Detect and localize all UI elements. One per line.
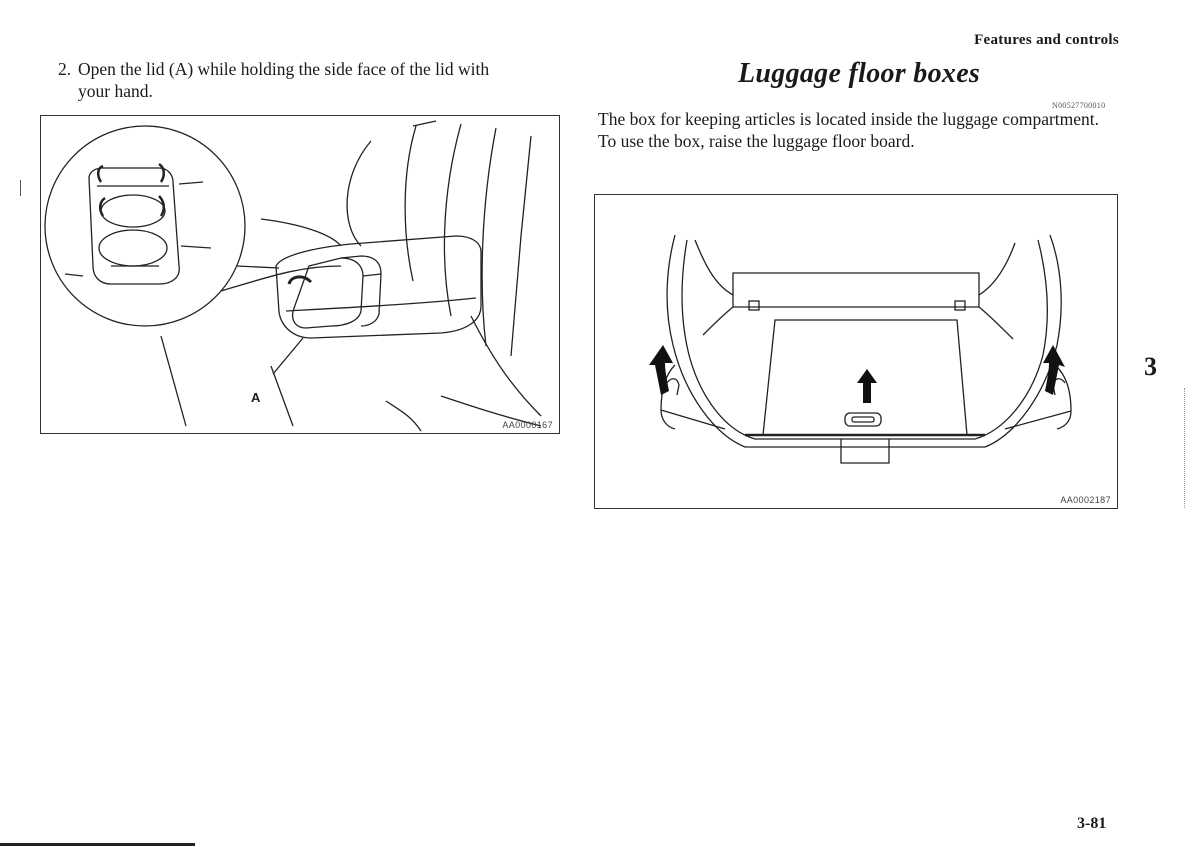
step-text-line-1: Open the lid (A) while holding the side face of the lid with [78,59,490,79]
margin-mark [20,180,21,196]
section-code: N00527700010 [1052,101,1106,110]
section-body [598,108,1126,152]
margin-dots [1184,388,1186,508]
body-paragraph-1: The box for keeping articles is located inside the luggage compartment. [598,109,1100,129]
running-header: Features and controls [974,32,1119,48]
luggage-floor-illustration [595,195,1117,508]
raise-arrow-center [857,369,877,403]
lid-callout-label: A [251,390,261,405]
step-number: 2. [58,59,72,79]
figure-code: AA0000167 [502,420,553,430]
bottom-rule [0,843,195,846]
page-number: 3-81 [1077,815,1107,832]
chapter-tab: 3 [1144,352,1157,381]
armrest-illustration [41,116,559,433]
body-paragraph-2: To use the box, raise the luggage floor board. [598,131,915,151]
raise-arrow-left [649,345,673,395]
luggage-floor-figure [594,194,1118,509]
section-title: Luggage floor boxes [738,58,981,89]
figure-code: AA0002187 [1060,495,1111,505]
armrest-lid-figure [40,115,560,434]
step-2-instruction [58,58,568,102]
step-text-line-2: your hand. [78,81,153,101]
raise-arrow-right [1043,345,1065,395]
